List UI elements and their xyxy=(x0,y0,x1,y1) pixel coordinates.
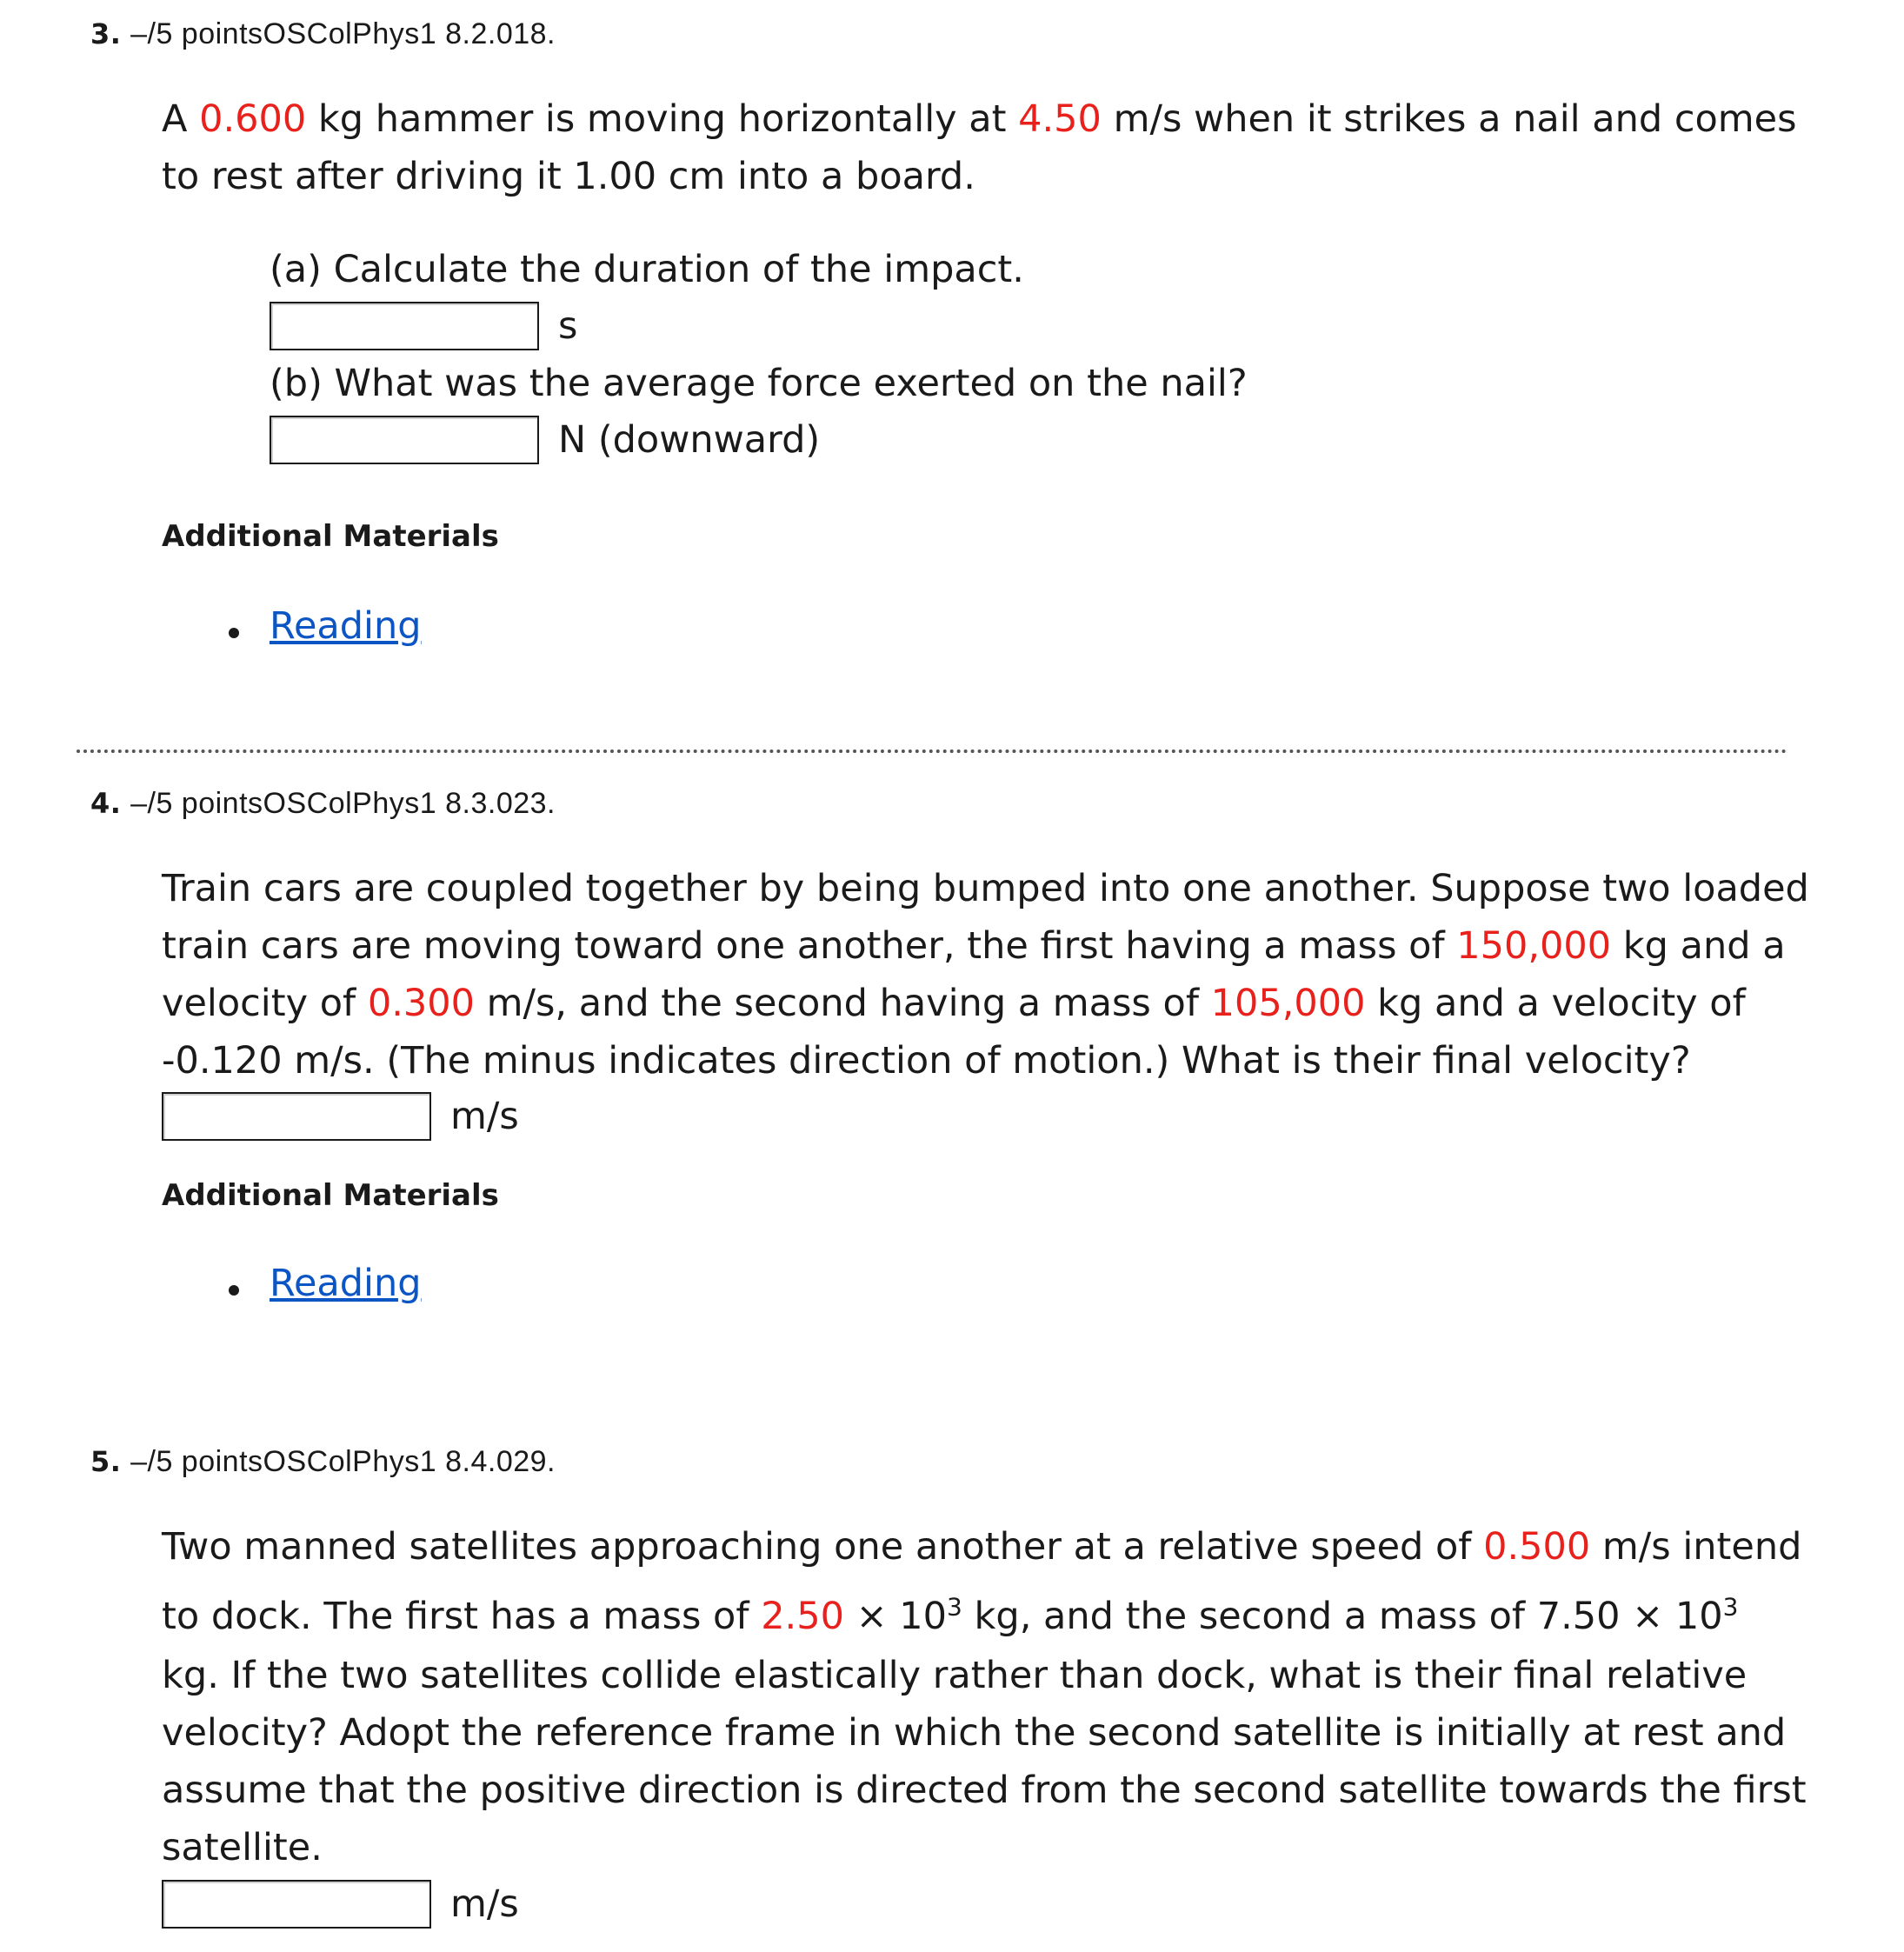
q5-text-line1: Two manned satellites approaching one another at a relative speed of 0.500 m/s intend xyxy=(162,1525,1802,1569)
q3-unit-a: s xyxy=(558,304,578,348)
q3-points: –/5 pointsOSColPhys1 8.2.018. xyxy=(130,17,556,50)
q3-text-line1: A 0.600 kg hammer is moving horizontally at 4.50 m/s when it strikes a nail and comes xyxy=(162,97,1797,141)
q5-text-line5: assume that the positive direction is directed from the second satellite towards the first xyxy=(162,1769,1807,1812)
q4-text-line4: -0.120 m/s. (The minus indicates direction of motion.) What is their final velocity? xyxy=(162,1039,1691,1083)
q5-text-line6: satellite. xyxy=(162,1826,323,1869)
q3-reading-link[interactable]: Reading xyxy=(270,604,422,648)
q4-additional-materials: Additional Materials xyxy=(162,1178,499,1213)
q5-header xyxy=(90,1445,556,1479)
q3-mass-value: 0.600 xyxy=(199,97,307,141)
q5-points: –/5 pointsOSColPhys1 8.4.029. xyxy=(130,1445,556,1478)
q3-header xyxy=(90,17,556,51)
q4-mass2-value: 105,000 xyxy=(1210,982,1366,1025)
q3-speed-value: 4.50 xyxy=(1018,97,1102,141)
q4-points: –/5 pointsOSColPhys1 8.3.023. xyxy=(130,787,556,820)
q5-number: 5. xyxy=(90,1445,122,1478)
q3-part-a: (a) Calculate the duration of the impact. xyxy=(270,248,1024,291)
q5-answer-input[interactable] xyxy=(162,1880,431,1929)
q3-unit-b: N (downward) xyxy=(558,418,821,462)
q4-header xyxy=(90,787,556,821)
q4-text-line3: velocity of 0.300 m/s, and the second having a mass of 105,000 kg and a velocity of xyxy=(162,982,1746,1025)
q5-unit: m/s xyxy=(450,1882,519,1926)
q5-text-line4: velocity? Adopt the reference frame in which the second satellite is initially at rest and xyxy=(162,1711,1787,1755)
q4-velocity1-value: 0.300 xyxy=(367,982,475,1025)
q3-additional-materials: Additional Materials xyxy=(162,519,499,554)
q5-speed-value: 0.500 xyxy=(1483,1525,1591,1569)
q4-answer-input[interactable] xyxy=(162,1092,431,1141)
q5-mass1-value: 2.50 xyxy=(761,1595,844,1638)
q3-part-b: (b) What was the average force exerted on the nail? xyxy=(270,362,1248,405)
q5-text-line2: to dock. The first has a mass of $2.50 \times 10^3$ kg, and the second a mass of $7.50 \times 10^3$ xyxy=(162,1592,1739,1638)
q3-number: 3. xyxy=(90,17,122,50)
q4-text-line2: train cars are moving toward one another, the first having a mass of 150,000 kg and a xyxy=(162,924,1786,968)
q4-bullet-icon xyxy=(229,1285,239,1296)
q5-text-line3: kg. If the two satellites collide elastically rather than dock, what is their final relative xyxy=(162,1654,1748,1697)
q3-text-line2: to rest after driving it 1.00 cm into a board. xyxy=(162,155,975,198)
q4-text-line1: Train cars are coupled together by being bumped into one another. Suppose two loaded xyxy=(162,867,1809,910)
q4-reading-link[interactable]: Reading xyxy=(270,1262,422,1305)
q3-answer-a-input[interactable] xyxy=(270,302,539,350)
q3-answer-b-input[interactable] xyxy=(270,416,539,464)
separator xyxy=(77,749,1787,753)
q4-unit: m/s xyxy=(450,1095,519,1138)
q4-number: 4. xyxy=(90,787,122,820)
q4-mass1-value: 150,000 xyxy=(1456,924,1612,968)
q3-bullet-icon xyxy=(229,628,239,638)
